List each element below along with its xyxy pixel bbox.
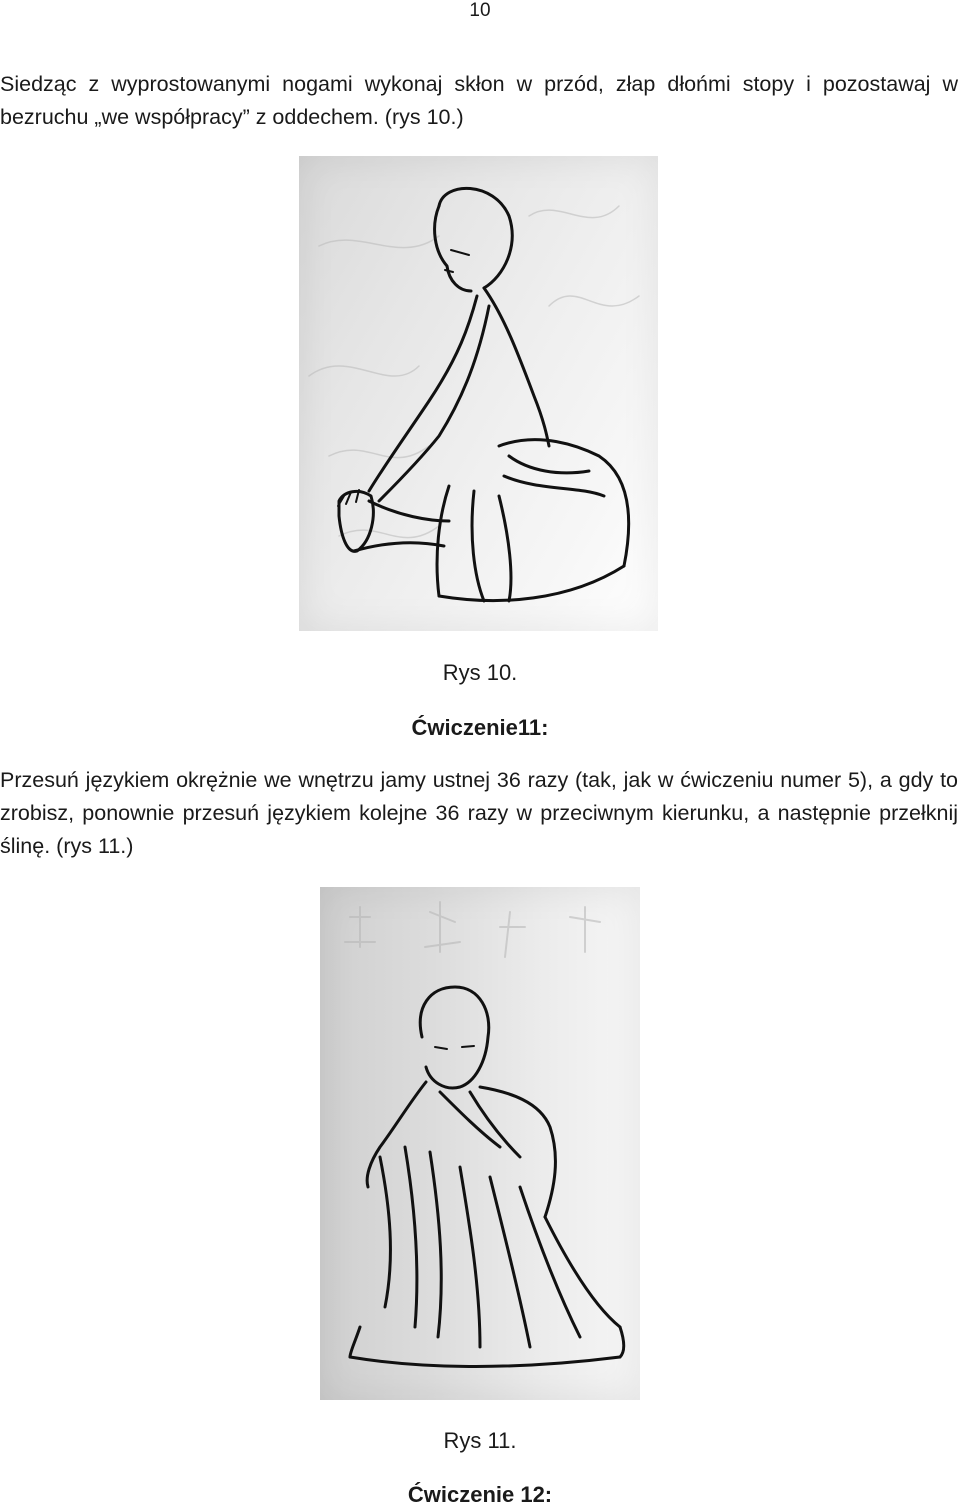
exercise-11-heading: Ćwiczenie11: [411,715,549,740]
page-number: 10 [469,0,491,21]
figure-caption-rys-10: Rys 10. [442,660,518,685]
figure-rys-11 [320,887,640,1400]
figure-rys-10 [299,156,658,631]
seated-forward-bend-illustration [299,156,658,631]
figure-caption-rys-11: Rys 11. [443,1428,517,1453]
exercise-10-text: Siedząc z wyprostowanymi nogami wykonaj skłon w przód, złap dłońmi stopy i pozostawaj w bezruchu „we współpracy” z oddechem. (rys 10.) [0,72,958,129]
exercise-11-text: Przesuń językiem okrężnie we wnętrzu jamy ustnej 36 razy (tak, jak w ćwiczeniu numer 5), a gdy to zrobisz, ponownie przesuń językiem kolejne 36 razy w przeciwnym kierunku, a następnie przełknij ślinę. (rys 11.) [0,768,958,858]
seated-robed-monk-illustration [320,887,640,1400]
exercise-12-heading: Ćwiczenie 12: [407,1482,553,1507]
